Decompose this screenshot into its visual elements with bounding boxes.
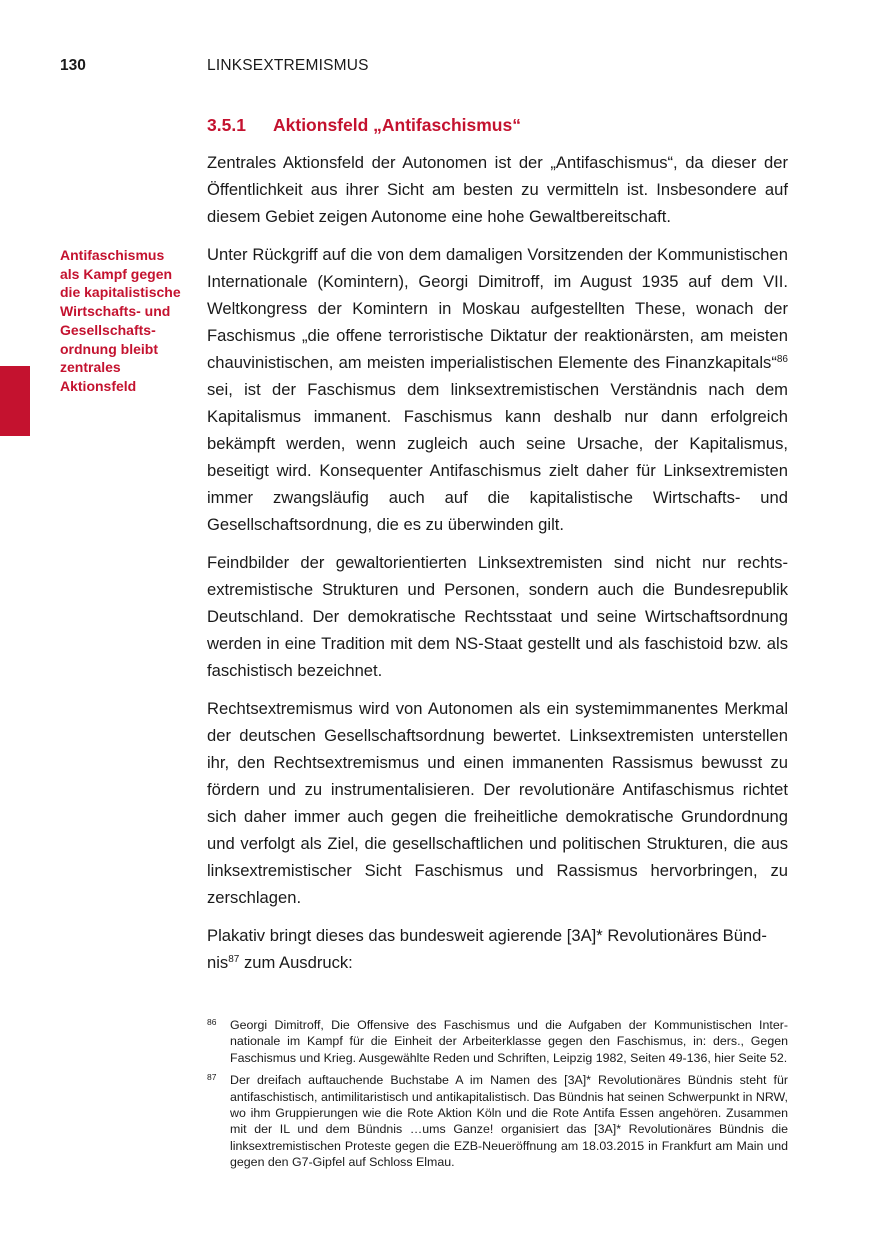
paragraph-2: [207, 241, 788, 538]
footnote-text: Georgi Dimitroff, Die Offensive des Faschismus und die Aufgaben der Kommunistischen Internationale im Kampf für die Einheit der Arbeiterklasse gegen den Faschismus, in: ders., Gegen Faschismus und Krieg. Ausgewählte Reden und Schriften, Leipzig 1982, Seiten 49-136, hier Seite 52.: [230, 1018, 788, 1065]
page-number: 130: [60, 57, 86, 74]
paragraph-5-part-1: Plakativ bringt dieses das bundesweit agierende [3A]* Revolutionäres Bündnis: [207, 926, 767, 972]
paragraph-5-part-2: zum Ausdruck:: [239, 953, 353, 972]
section-number: 3.5.1: [207, 115, 246, 135]
paragraph-5: [207, 922, 788, 976]
footnote-87: [207, 1072, 788, 1170]
paragraph-1: Zentrales Aktionsfeld der Autonomen ist der „Antifaschismus“, da dieser der Öffentlichkeit aus ihrer Sicht am besten zu vermitteln ist. Insbesondere auf diesem Gebiet zeigen Autonome eine hohe Gewaltbereitschaft.: [207, 153, 788, 226]
margin-note: Antifaschismus als Kampf gegen die kapitalistische Wirtschafts- und Gesellschaftsordnung bleibt zentrales Aktionsfeld: [60, 247, 181, 394]
paragraph-2-part-2: sei, ist der Faschismus dem linksextremistischen Verständnis nach dem Kapitalismus immanent. Faschismus kann deshalb nur dann erfolgreich bekämpft werden, wenn zugleich auch seine Ursache, der Kapitalismus, beseitigt wird. Konsequenter Antifaschismus zielt daher für Linksextremisten immer zwangsläufig auch auf die kapitalistische Wirtschafts- und Gesellschaftsordnung, die es zu überwinden gilt.: [207, 380, 788, 534]
footnotes: [207, 1017, 788, 1177]
footnote-ref-86[interactable]: 86: [776, 354, 788, 365]
running-head: LINKSEXTREMISMUS: [207, 57, 369, 74]
main-text-column: [207, 113, 788, 987]
paragraph-4: Rechtsextremismus wird von Autonomen als ein systemimmanentes Merkmal der deutschen Gesellschaftsordnung bewertet. Linksextremisten unterstellen ihr, den Rechtsextremismus und einen immanenten Rassismus bewusst zu fördern und zu instrumentalisieren. Der revolutionäre Antifaschismus richtet sich daher immer auch gegen die freiheitliche demokratische Grundordnung und verfolgt als Ziel, die gesellschaftlichen und politischen Strukturen, die aus linksextremistischer Sicht Faschismus und Rassismus hervorbringen, zu zerschlagen.: [207, 699, 788, 907]
footnote-ref-87[interactable]: 87: [228, 954, 240, 965]
footnote-text: Der dreifach auftauchende Buchstabe A im Namen des [3A]* Revolutionäres Bündnis steht für antifaschistisch, antimilitaristisch und antikapitalistisch. Das Bündnis hat seinen Schwerpunkt in NRW, wo ihm Gruppierungen wie die Rote Aktion Köln und die Rote Antifa Essen angehören. Zusammen mit der IL und dem Bündnis …ums Ganze! organisiert das [3A]* Revolutionäres Bündnis die linksextremistischen Proteste gegen die EZB-Neueröffnung am 18.03.2015 in Frankfurt am Main und gegen den G7-Gipfel auf Schloss Elmau.: [230, 1073, 788, 1170]
footnote-mark: 86: [207, 1017, 217, 1027]
footnote-86: [207, 1017, 788, 1066]
paragraph-2-part-1: Unter Rückgriff auf die von dem damaligen Vorsitzenden der Kommunistischen Internationale (Komintern), Georgi Dimitroff, im August 1935 auf dem VII. Weltkongress der Komintern in Moskau aufgestellten These, wonach der Faschismus „die offene terroristische Diktatur der reaktionärsten, am meisten chauvinistischen, am meisten imperialistischen Elemente des Finanzkapitals“: [207, 245, 788, 372]
chapter-tab-marker: [0, 366, 30, 436]
section-title: Aktionsfeld „Antifaschismus“: [273, 115, 521, 135]
footnote-mark: 87: [207, 1072, 217, 1083]
section-heading: [207, 113, 788, 137]
paragraph-3: Feindbilder der gewaltorientierten Linksextremisten sind nicht nur rechtsextremistische Strukturen und Personen, sondern auch die Bundesrepublik Deutschland. Der demokratische Rechtsstaat und seine Wirtschaftsordnung werden in eine Tradition mit dem NS-Staat gestellt und als faschistoid bzw. als faschistisch bezeichnet.: [207, 553, 788, 680]
